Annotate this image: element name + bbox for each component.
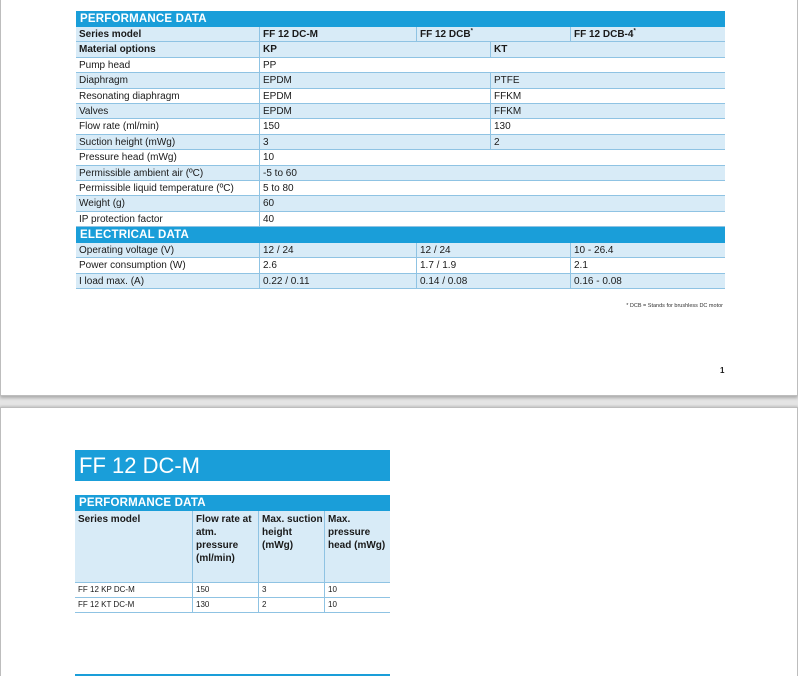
table-row: Weight (g) 60 xyxy=(76,196,725,211)
table-header-row xyxy=(75,511,390,583)
column-header: Flow rate at atm. pressure (ml/min) xyxy=(192,511,258,582)
table-row: Resonating diaphragm EPDM FFKM xyxy=(76,89,725,104)
column-header: Series model xyxy=(78,514,141,525)
model-header: FF 12 DCB* xyxy=(416,27,570,41)
table-row: Operating voltage (V) 12 / 24 12 / 24 10 - 26.4 xyxy=(76,243,725,258)
table-row: Valves EPDM FFKM xyxy=(76,104,725,119)
table-row: Pump head PP xyxy=(76,58,725,73)
model-header: FF 12 DCB-4* xyxy=(570,27,724,41)
page-number: 1 xyxy=(720,366,725,375)
table-row: Permissible ambient air (ºC) -5 to 60 xyxy=(76,166,725,181)
table-row: Pressure head (mWg) 10 xyxy=(76,150,725,165)
column-header: Max. pressure head (mWg) xyxy=(324,511,390,582)
table-row: FF 12 KT DC-M 130 2 10 xyxy=(75,598,390,613)
table-row: Suction height (mWg) 3 2 xyxy=(76,135,725,150)
material-options-label: Material options xyxy=(79,44,156,56)
series-model-row xyxy=(76,27,725,42)
product-title: FF 12 DC-M xyxy=(75,450,390,481)
table-row: Permissible liquid temperature (ºC) 5 to 80 xyxy=(76,181,725,196)
electrical-section-header: ELECTRICAL DATA xyxy=(76,227,725,243)
model-header: FF 12 DC-M xyxy=(259,27,416,41)
table-row: Flow rate (ml/min) 150 130 xyxy=(76,119,725,134)
table-row: Power consumption (W) 2.6 1.7 / 1.9 2.1 xyxy=(76,258,725,273)
table-row: IP protection factor 40 xyxy=(76,212,725,227)
series-model-label: Series model xyxy=(79,29,142,40)
performance-section-header: PERFORMANCE DATA xyxy=(75,495,390,511)
performance-table xyxy=(76,11,725,289)
table-row: FF 12 KP DC-M 150 3 10 xyxy=(75,583,390,598)
footnote: * DCB = Stands for brushless DC motor xyxy=(626,303,723,309)
material-options-row xyxy=(76,42,725,57)
table-row: Diaphragm EPDM PTFE xyxy=(76,73,725,88)
column-header: Max. suction height (mWg) xyxy=(258,511,324,582)
performance-summary-table xyxy=(75,495,390,613)
performance-section-header: PERFORMANCE DATA xyxy=(76,11,725,27)
material-kt: KT xyxy=(490,42,723,56)
material-kp: KP xyxy=(259,42,490,56)
table-row: I load max. (A) 0.22 / 0.11 0.14 / 0.08 0.16 - 0.08 xyxy=(76,274,725,289)
